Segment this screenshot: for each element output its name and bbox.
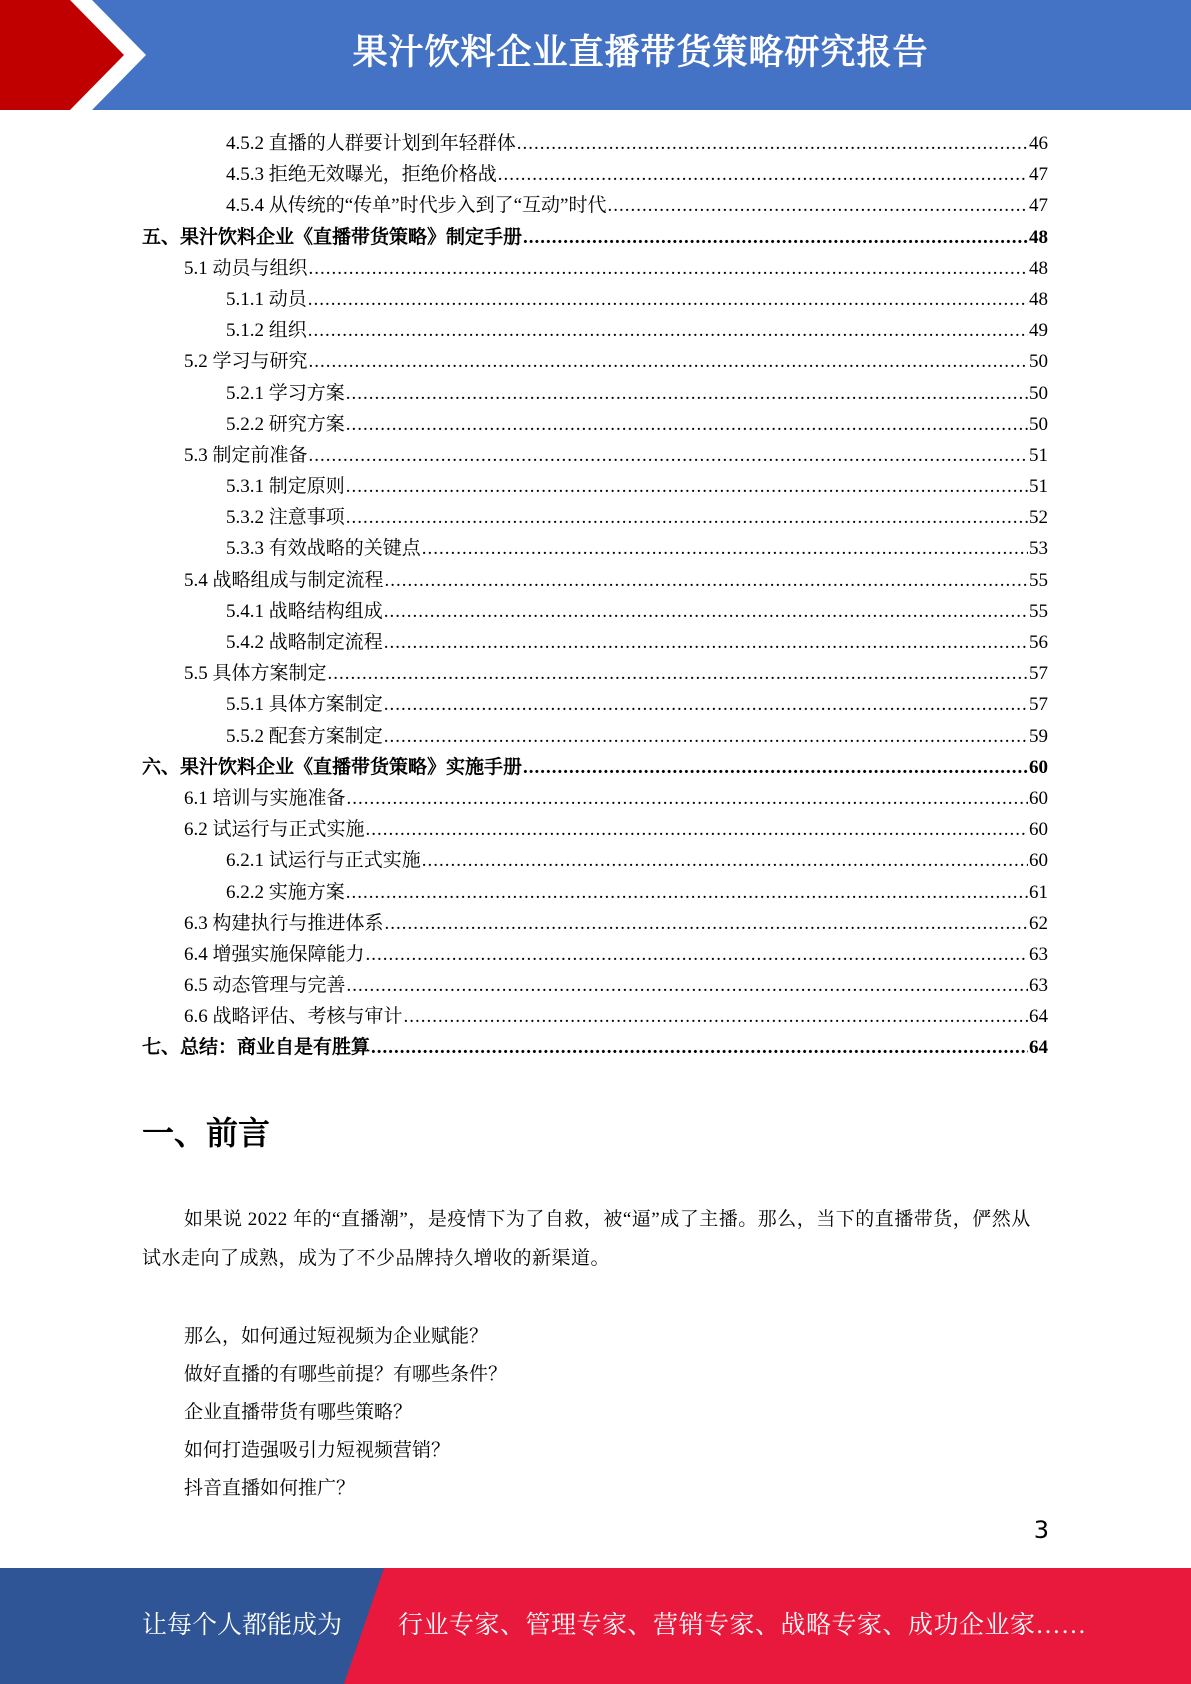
toc-entry-page: 49 xyxy=(1029,320,1048,342)
toc-entry[interactable] xyxy=(142,502,1048,533)
toc-entry-page: 59 xyxy=(1029,725,1048,747)
toc-entry-label: 5.4.2 战略制定流程 xyxy=(226,632,383,653)
toc-entry[interactable] xyxy=(142,440,1048,471)
toc-entry[interactable] xyxy=(142,970,1048,1001)
toc-entry[interactable] xyxy=(142,253,1048,284)
toc-entry-label: 5.4 战略组成与制定流程 xyxy=(184,569,384,591)
toc-entry-label: 5.1.2 组织 xyxy=(226,320,307,342)
toc-entry[interactable] xyxy=(142,658,1048,689)
toc-entry[interactable] xyxy=(142,689,1048,720)
toc-dot-leader xyxy=(347,783,1028,814)
toc-dot-leader xyxy=(385,908,1028,939)
toc-entry-page: 47 xyxy=(1029,195,1048,217)
toc-entry-label: 5.3 制定前准备 xyxy=(184,444,308,466)
toc-entry-label: 五、果汁饮料企业《直播带货策略》制定手册 xyxy=(142,226,523,248)
toc-entry[interactable] xyxy=(142,378,1048,409)
toc-dot-leader xyxy=(346,409,1028,440)
toc-dot-leader xyxy=(328,658,1028,689)
toc-entry-page: 48 xyxy=(1029,257,1048,279)
toc-entry-page: 60 xyxy=(1029,819,1048,841)
toc-entry-label: 5.2.2 研究方案 xyxy=(226,413,345,435)
toc-dot-leader xyxy=(498,159,1028,190)
toc-dot-leader xyxy=(346,378,1028,409)
toc-entry-page: 50 xyxy=(1029,382,1048,404)
toc-entry-label: 4.5.2 直播的人群要计划到年轻群体 xyxy=(226,133,516,154)
toc-entry[interactable] xyxy=(142,1032,1048,1063)
toc-entry[interactable] xyxy=(142,908,1048,939)
toc-entry[interactable] xyxy=(142,471,1048,502)
toc-dot-leader xyxy=(371,1032,1028,1063)
toc-entry[interactable] xyxy=(142,222,1048,253)
toc-entry[interactable] xyxy=(142,346,1048,377)
toc-dot-leader xyxy=(607,190,1028,221)
toc-entry-label: 六、果汁饮料企业《直播带货策略》实施手册 xyxy=(142,756,523,778)
toc-entry[interactable] xyxy=(142,877,1048,908)
page-number: 3 xyxy=(1033,1516,1049,1544)
toc-dot-leader xyxy=(347,970,1028,1001)
toc-entry-page: 60 xyxy=(1029,756,1048,778)
toc-entry[interactable] xyxy=(142,596,1048,627)
toc-entry[interactable] xyxy=(142,783,1048,814)
toc-entry[interactable] xyxy=(142,284,1048,315)
toc-entry[interactable] xyxy=(142,190,1048,221)
toc-entry-page: 51 xyxy=(1029,476,1048,498)
toc-dot-leader xyxy=(308,315,1028,346)
intro-paragraph-block xyxy=(142,1200,1048,1278)
toc-entry-label: 6.6 战略评估、考核与审计 xyxy=(184,1006,403,1028)
toc-entry-page: 62 xyxy=(1029,912,1048,934)
toc-entry-page: 52 xyxy=(1029,507,1048,529)
toc-dot-leader xyxy=(309,440,1028,471)
toc-entry-label: 6.4 增强实施保障能力 xyxy=(184,943,365,965)
toc-entry[interactable] xyxy=(142,315,1048,346)
question-item: 如何打造强吸引力短视频营销？ xyxy=(184,1440,451,1461)
toc-entry[interactable] xyxy=(142,814,1048,845)
toc-entry-label: 5.3.2 注意事项 xyxy=(226,507,345,529)
toc-entry-page: 64 xyxy=(1029,1006,1048,1028)
toc-entry-label: 5.5 具体方案制定 xyxy=(184,663,327,685)
toc-entry[interactable] xyxy=(142,845,1048,876)
toc-dot-leader xyxy=(366,939,1028,970)
toc-entry-page: 47 xyxy=(1029,164,1048,186)
toc-dot-leader xyxy=(523,752,1028,783)
toc-entry-page: 50 xyxy=(1029,413,1048,435)
toc-entry-page: 61 xyxy=(1029,881,1048,903)
toc-dot-leader xyxy=(346,471,1028,502)
toc-dot-leader xyxy=(309,346,1028,377)
question-item: 做好直播的有哪些前提？有哪些条件？ xyxy=(184,1364,508,1385)
toc-entry-page: 57 xyxy=(1029,694,1048,716)
toc-dot-leader xyxy=(384,721,1028,752)
toc-entry-label: 6.2.1 试运行与正式实施 xyxy=(226,850,421,872)
toc-entry[interactable] xyxy=(142,1001,1048,1032)
toc-dot-leader xyxy=(517,128,1028,159)
toc-dot-leader xyxy=(422,533,1028,564)
intro-paragraph: 如果说 2022 年的“直播潮”，是疫情下为了自救，被“逼”成了主播。那么，当下的直播带货，俨然从试水走向了成熟，成为了不少品牌持久增收的新渠道。 xyxy=(142,1209,1031,1269)
toc-entry-page: 55 xyxy=(1029,600,1048,622)
toc-entry[interactable] xyxy=(142,565,1048,596)
toc-entry-page: 63 xyxy=(1029,943,1048,965)
toc-dot-leader xyxy=(404,1001,1028,1032)
toc-entry-label: 6.5 动态管理与完善 xyxy=(184,975,346,997)
toc-dot-leader xyxy=(384,689,1028,720)
toc-entry[interactable] xyxy=(142,939,1048,970)
toc-entry-label: 5.3.1 制定原则 xyxy=(226,476,345,498)
toc-entry-page: 50 xyxy=(1029,351,1048,373)
toc-dot-leader xyxy=(385,565,1028,596)
toc-entry-label: 5.2 学习与研究 xyxy=(184,351,308,373)
question-item: 企业直播带货有哪些策略？ xyxy=(184,1402,413,1423)
toc-entry-page: 55 xyxy=(1029,569,1048,591)
toc-entry-page: 51 xyxy=(1029,444,1048,466)
toc-entry-label: 6.2 试运行与正式实施 xyxy=(184,819,365,841)
toc-entry[interactable] xyxy=(142,128,1048,159)
toc-entry-page: 57 xyxy=(1029,663,1048,685)
page-footer xyxy=(0,1568,1191,1684)
toc-entry-page: 48 xyxy=(1029,226,1048,248)
toc-entry-label: 6.2.2 实施方案 xyxy=(226,881,345,903)
page-header xyxy=(0,0,1191,110)
toc-entry-label: 5.5.2 配套方案制定 xyxy=(226,725,383,747)
toc-entry-page: 60 xyxy=(1029,850,1048,872)
table-of-contents xyxy=(142,128,1048,1064)
toc-entry-page: 46 xyxy=(1029,133,1048,154)
toc-entry[interactable] xyxy=(142,533,1048,564)
question-list xyxy=(184,1318,507,1508)
toc-entry-label: 5.4.1 战略结构组成 xyxy=(226,600,383,622)
toc-entry-label: 5.2.1 学习方案 xyxy=(226,382,345,404)
toc-dot-leader xyxy=(346,877,1028,908)
toc-entry-page: 64 xyxy=(1029,1037,1048,1059)
toc-dot-leader xyxy=(422,845,1028,876)
toc-entry-label: 6.3 构建执行与推进体系 xyxy=(184,912,384,934)
toc-dot-leader xyxy=(346,502,1028,533)
toc-dot-leader xyxy=(309,253,1028,284)
toc-entry-label: 5.3.3 有效战略的关键点 xyxy=(226,538,421,560)
toc-dot-leader xyxy=(384,596,1028,627)
toc-entry-label: 4.5.4 从传统的“传单”时代步入到了“互动”时代 xyxy=(226,195,607,217)
toc-entry-page: 48 xyxy=(1029,288,1048,310)
toc-entry[interactable] xyxy=(142,721,1048,752)
footer-slogan-right: 行业专家、管理专家、营销专家、战略专家、成功企业家…… xyxy=(398,1612,1087,1639)
report-title: 果汁饮料企业直播带货策略研究报告 xyxy=(352,33,929,73)
toc-entry[interactable] xyxy=(142,409,1048,440)
toc-entry-label: 4.5.3 拒绝无效曝光，拒绝价格战 xyxy=(226,164,497,186)
toc-entry-label: 七、总结：商业自是有胜算 xyxy=(142,1037,371,1059)
toc-entry-page: 60 xyxy=(1029,787,1048,809)
toc-dot-leader xyxy=(384,627,1028,658)
toc-entry-page: 56 xyxy=(1029,632,1048,653)
toc-entry[interactable] xyxy=(142,752,1048,783)
toc-dot-leader xyxy=(366,814,1028,845)
toc-entry-page: 53 xyxy=(1029,538,1048,560)
toc-dot-leader xyxy=(308,284,1028,315)
toc-entry-label: 5.1.1 动员 xyxy=(226,288,307,310)
footer-slogan-left: 让每个人都能成为 xyxy=(142,1612,343,1639)
question-item: 那么，如何通过短视频为企业赋能？ xyxy=(184,1326,489,1347)
toc-dot-leader xyxy=(523,222,1028,253)
toc-entry[interactable] xyxy=(142,159,1048,190)
toc-entry-label: 5.5.1 具体方案制定 xyxy=(226,694,383,716)
section-heading: 一、前言 xyxy=(142,1114,271,1152)
toc-entry-label: 5.1 动员与组织 xyxy=(184,257,308,279)
toc-entry[interactable] xyxy=(142,627,1048,658)
question-item: 抖音直播如何推广？ xyxy=(184,1478,356,1499)
toc-entry-label: 6.1 培训与实施准备 xyxy=(184,787,346,809)
toc-entry-page: 63 xyxy=(1029,975,1048,997)
